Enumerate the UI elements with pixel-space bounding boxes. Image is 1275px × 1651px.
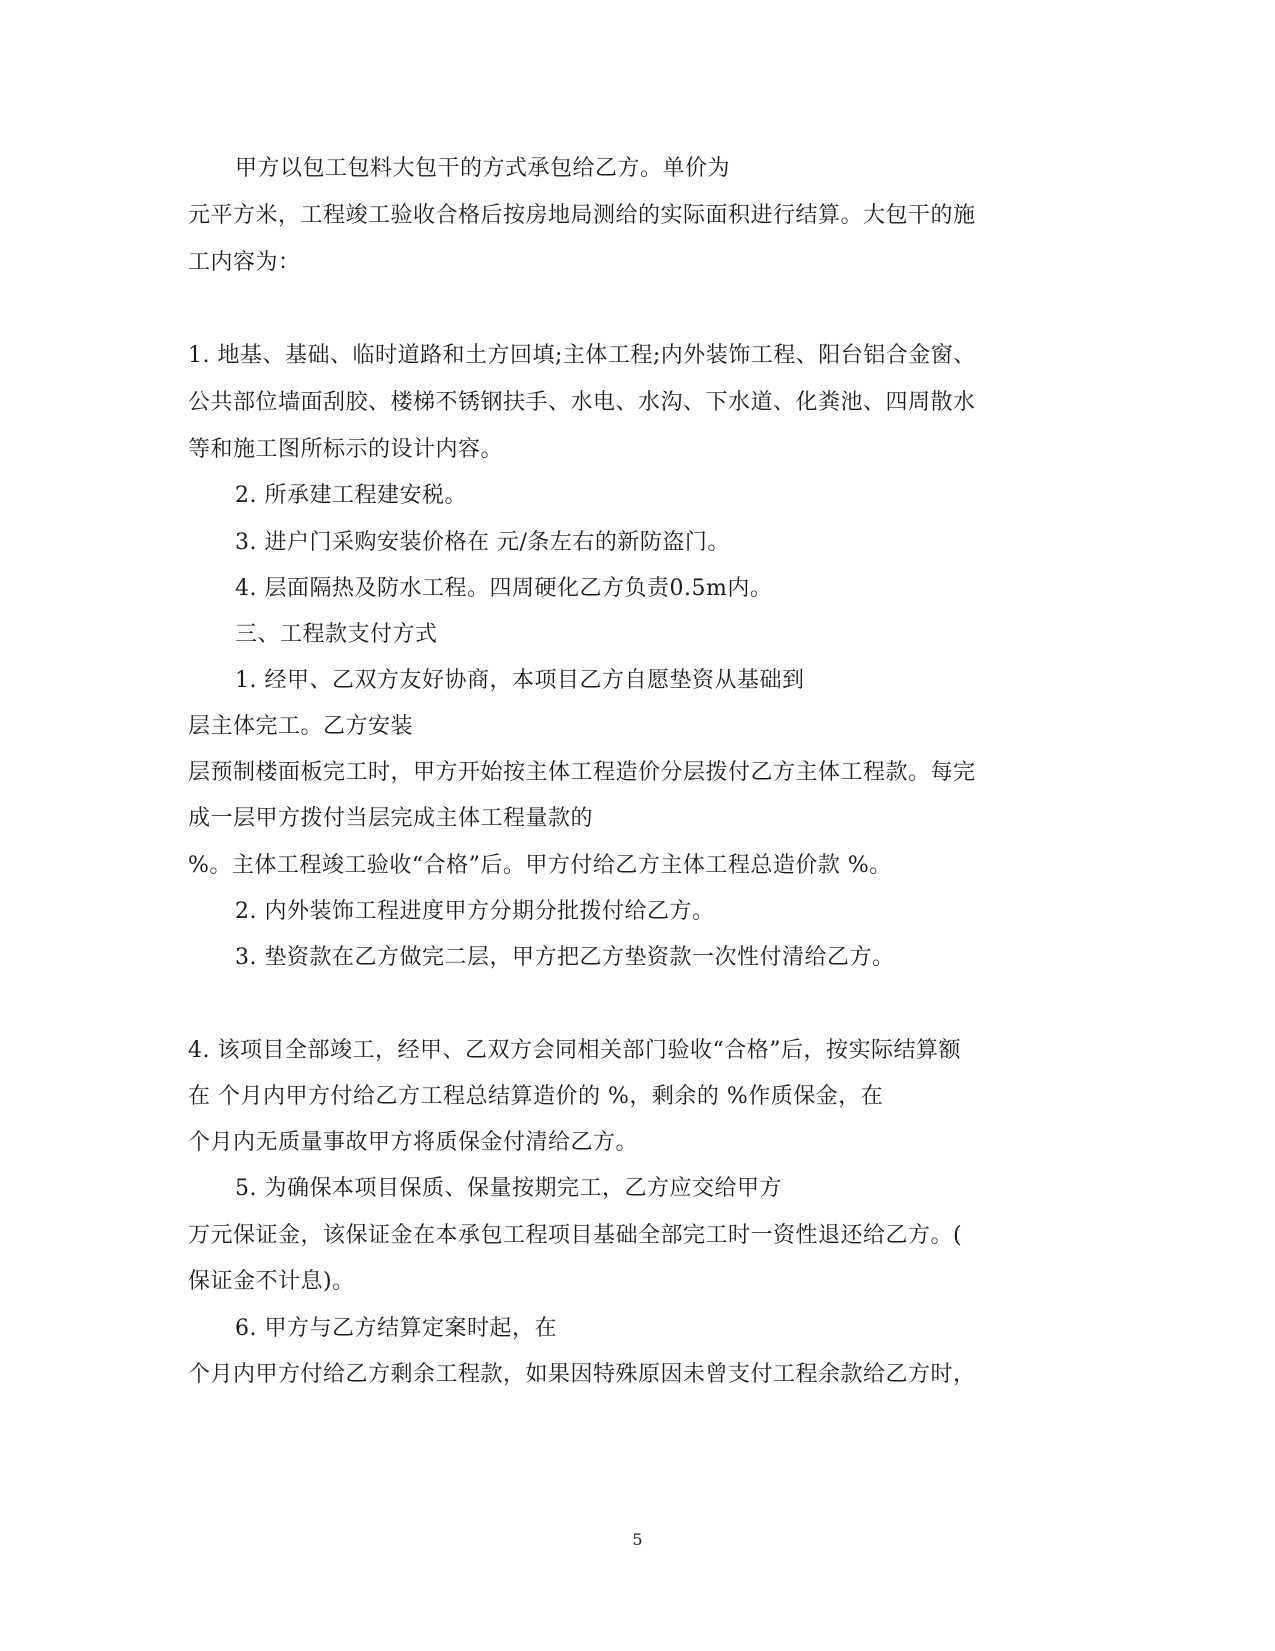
- paragraph-line: 1. 地基、基础、临时道路和土方回填;主体工程;内外装饰工程、阳台铝合金窗、: [188, 343, 976, 368]
- paragraph-line: 元平方米，工程竣工验收合格后按房地局测给的实际面积进行结算。大包干的施: [188, 203, 976, 228]
- paragraph-line: 层预制楼面板完工时，甲方开始按主体工程造价分层拨付乙方主体工程款。每完: [188, 760, 976, 785]
- paragraph-line: 个月内无质量事故甲方将质保金付清给乙方。: [188, 1130, 639, 1155]
- section-heading: 三、工程款支付方式: [235, 622, 438, 647]
- paragraph-line: 个月内甲方付给乙方剩余工程款，如果因特殊原因未曾支付工程余款给乙方时，: [188, 1362, 976, 1387]
- page-number: 5: [632, 1530, 643, 1549]
- paragraph-line: 层主体完工。乙方安装: [188, 714, 414, 739]
- paragraph-line: 3. 垫资款在乙方做完二层，甲方把乙方垫资款一次性付清给乙方。: [235, 945, 895, 970]
- paragraph-line: 在 个月内甲方付给乙方工程总结算造价的 %，剩余的 %作质保金，在: [188, 1084, 884, 1109]
- paragraph-line: 4. 该项目全部竣工，经甲、乙双方会同相关部门验收“合格”后，按实际结算额: [188, 1038, 961, 1063]
- paragraph-line: %。主体工程竣工验收“合格”后。甲方付给乙方主体工程总造价款 %。: [188, 853, 892, 878]
- paragraph-line: 工内容为：: [188, 250, 301, 275]
- paragraph-line: 2. 内外装饰工程进度甲方分期分批拨付给乙方。: [235, 899, 715, 924]
- paragraph-line: 1. 经甲、乙双方友好协商，本项目乙方自愿垫资从基础到: [235, 668, 805, 693]
- paragraph-line: 6. 甲方与乙方结算定案时起，在: [235, 1316, 557, 1341]
- paragraph-line: 等和施工图所标示的设计内容。: [188, 437, 504, 462]
- paragraph-line: 3. 进户门采购安装价格在 元/条左右的新防盗门。: [235, 530, 730, 555]
- paragraph-line: 公共部位墙面刮胶、楼梯不锈钢扶手、水电、水沟、下水道、化粪池、四周散水: [188, 390, 976, 415]
- paragraph-line: 成一层甲方拨付当层完成主体工程量款的: [188, 806, 594, 831]
- paragraph-line: 保证金不计息)。: [188, 1269, 355, 1294]
- paragraph-line: 2. 所承建工程建安税。: [235, 483, 467, 508]
- paragraph-line: 万元保证金，该保证金在本承包工程项目基础全部完工时一资性退还给乙方。(: [188, 1223, 963, 1248]
- paragraph-line: 4. 层面隔热及防水工程。四周硬化乙方负责0.5m内。: [235, 576, 773, 601]
- paragraph-line: 甲方以包工包料大包干的方式承包给乙方。单价为: [235, 156, 731, 181]
- paragraph-line: 5. 为确保本项目保质、保量按期完工，乙方应交给甲方: [235, 1176, 782, 1201]
